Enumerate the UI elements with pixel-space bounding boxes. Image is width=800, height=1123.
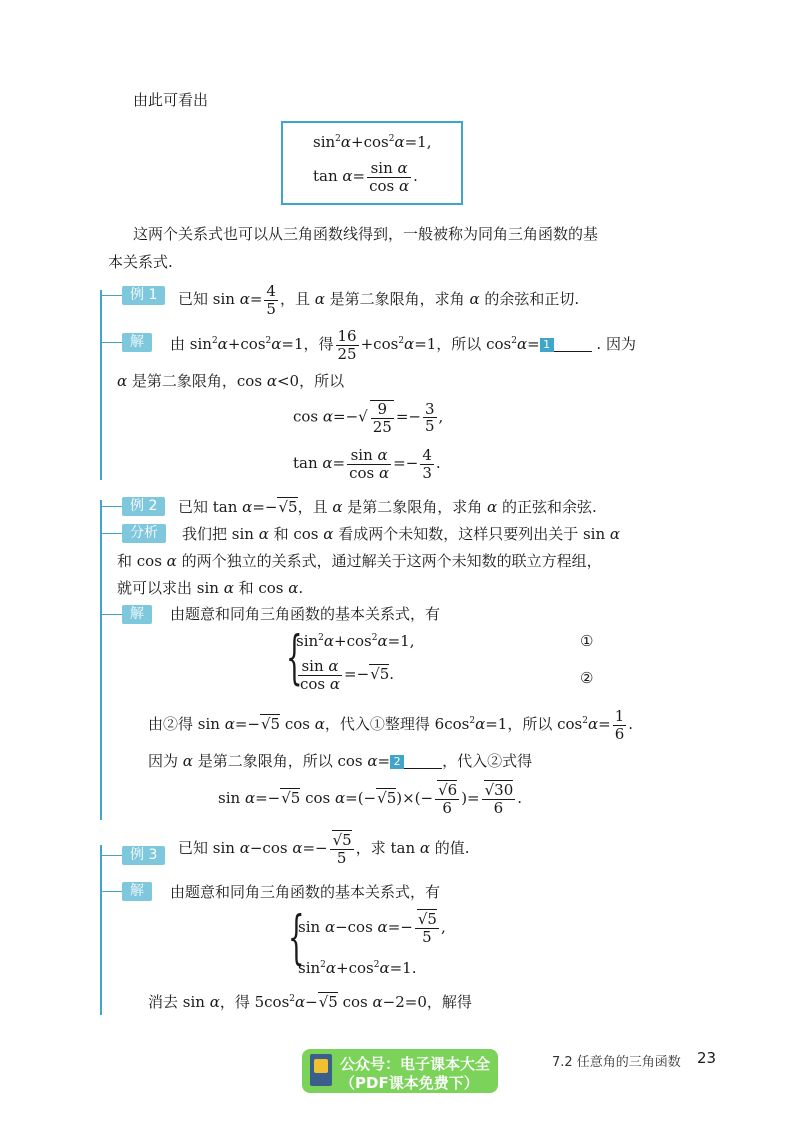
- ex1-bracket-line: [100, 290, 102, 480]
- ex1-question: 已知 sin α= $\frac{4}{5}$ ，且 α 是第二象限角，求角 α 的余弦和正切.: [178, 282, 580, 318]
- ex2-sol-connector: [100, 614, 122, 615]
- ex2-solution-intro: 由题意和同角三角函数的基本关系式，有: [170, 605, 441, 623]
- intro-text: 由此可看出: [133, 91, 209, 109]
- ex2-solution-line-2: 由②得 sin α=−√5 cos α，代入①整理得 $6\cos^2\alpha=1$，所以 $\cos^2\alpha=$ $\frac{1}{6}$ .: [148, 707, 634, 743]
- page-number: 23: [697, 1049, 717, 1067]
- ex2-question: 已知 tan α=−√5，且 α 是第二象限角，求角 α 的正弦和余弦.: [178, 498, 597, 516]
- ex1-connector: [100, 295, 122, 296]
- ex2-connector: [100, 506, 122, 507]
- watermark-badge: [302, 1049, 498, 1093]
- ex1-equation-2: tan α= $\frac{\text{sin α}}{\text{cos α}}$ =− $\frac{4}{3}$ .: [293, 446, 441, 482]
- ex2-final-equation: sin α=−√5 cos α=(−√5)×(− $\frac{√6}{6}$ )= $\frac{√30}{6}$ .: [218, 781, 523, 817]
- ex3-system-brace: {: [288, 903, 305, 971]
- ex2-analysis-line-1: 我们把 sin α 和 cos α 看成两个未知数，这样只要列出关于 sin α: [182, 525, 621, 543]
- ex3-solution-tag: 解: [122, 882, 152, 901]
- ex2-analysis-connector: [100, 533, 122, 534]
- ex1-solution-tag: 解: [122, 333, 152, 352]
- ex3-sol-connector: [100, 891, 122, 892]
- ex2-system-brace: {: [286, 623, 303, 691]
- ex3-tag: 例 3: [122, 846, 165, 865]
- ex2-bracket-line: [100, 500, 102, 820]
- ex2-solution-line-3: 因为 α 是第二象限角，所以 cos α= 2 ，代入②式得: [148, 752, 533, 770]
- ex1-solution-line-1: 由 $\sin^2\alpha+\cos^2\alpha=1$，得 $\frac{16}{25}$ $+\cos^2\alpha=1$，所以 $\cos^2\alpha= 1$ . 因为: [170, 327, 636, 363]
- ex3-system-eq-1: sin α−cos α=− $\frac{√5}{5}$ ,: [298, 910, 446, 946]
- ex3-system-eq-2: $\sin^2\alpha+\cos^2\alpha=1$.: [298, 959, 417, 977]
- book-icon: [310, 1054, 332, 1086]
- ex1-sol-connector: [100, 342, 122, 343]
- ex3-question: 已知 sin α−cos α=− $\frac{√5}{5}$ ，求 tan α 的值.: [178, 831, 470, 867]
- ex2-system-eq-1: $\sin^2\alpha+\cos^2\alpha=1$,: [296, 632, 415, 650]
- ex3-connector: [100, 855, 122, 856]
- ex2-system-eq-2-number: ②: [580, 669, 594, 687]
- ex1-equation-1: cos α=−√ $\frac{9}{25}$ =− $\frac{3}{5}$ ,: [293, 399, 444, 436]
- ex2-tag: 例 2: [122, 497, 165, 516]
- ex2-system-eq-1-number: ①: [580, 632, 594, 650]
- paragraph-line-1: 这两个关系式也可以从三角函数线得到，一般被称为同角三角函数的基: [133, 225, 599, 243]
- ex2-analysis-tag: 分析: [122, 524, 166, 543]
- ex2-solution-tag: 解: [122, 605, 152, 624]
- ex2-analysis-line-3: 就可以求出 sin α 和 cos α.: [117, 579, 304, 597]
- ex2-analysis-line-2: 和 cos α 的两个独立的关系式，通过解关于这两个未知数的联立方程组，: [117, 552, 602, 570]
- badge-line-2: （PDF课本免费下）: [340, 1074, 479, 1092]
- identity-line-2: tan α= $\frac{\text{sin α}}{\text{cos α}}$ .: [313, 159, 418, 195]
- ex1-tag: 例 1: [122, 286, 165, 305]
- ex1-blank-number: 1: [540, 338, 554, 352]
- ex1-solution-line-2: α 是第二象限角，cos α<0，所以: [117, 372, 345, 390]
- ex3-bracket-line: [100, 845, 102, 1015]
- footer-section-title: 7.2 任意角的三角函数: [552, 1055, 681, 1070]
- ex2-system-eq-2: $\frac{\text{sin α}}{\text{cos α}}$ =−√5.: [300, 657, 395, 693]
- ex2-blank-number: 2: [390, 755, 404, 769]
- identity-line-1: $\sin^2\alpha+\cos^2\alpha=1$,: [313, 133, 432, 151]
- badge-line-1: 公众号：电子课本大全: [340, 1055, 491, 1073]
- ex3-solution-line-2: 消去 sin α，得 $5\cos^2\alpha-√5$ cos α−2=0，解得: [148, 993, 472, 1011]
- ex1-blank-field[interactable]: [554, 339, 592, 352]
- ex2-blank-field[interactable]: [404, 756, 442, 769]
- paragraph-line-2: 本关系式.: [108, 253, 173, 271]
- ex3-solution-intro: 由题意和同角三角函数的基本关系式，有: [170, 883, 441, 901]
